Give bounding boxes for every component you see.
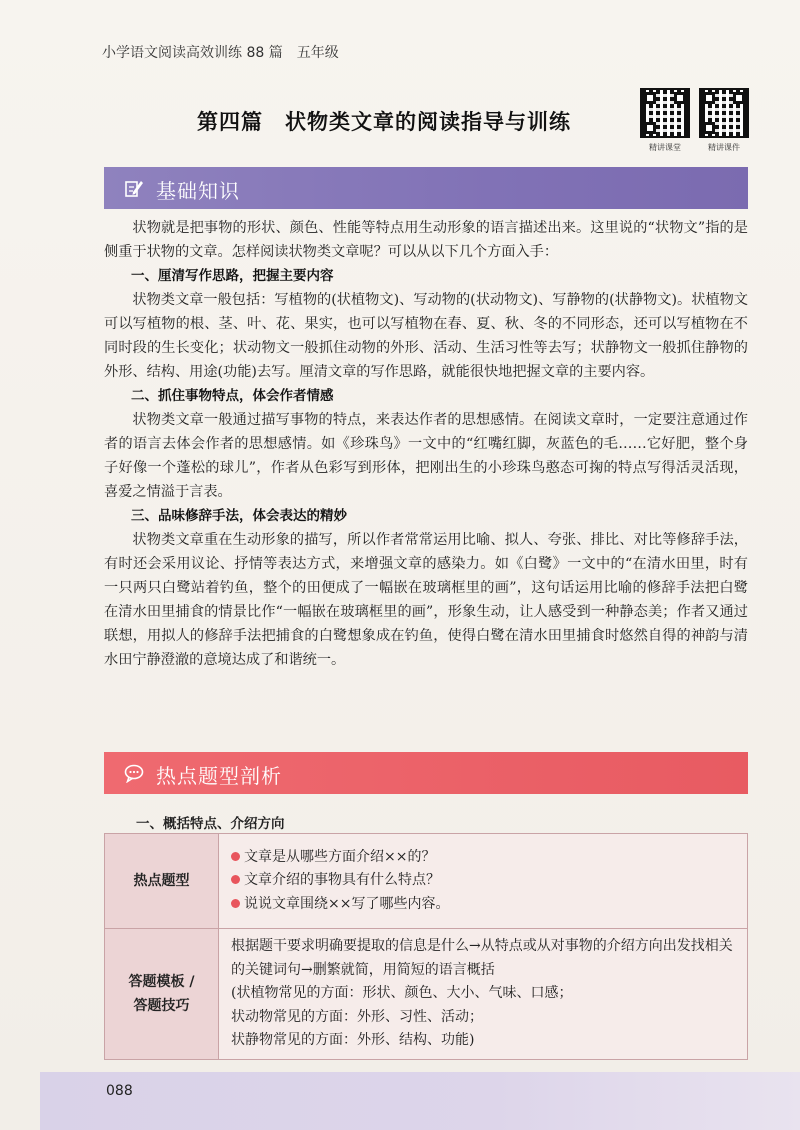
- qr-caption-lesson: 精讲课堂: [649, 143, 681, 152]
- basic-knowledge-body: [104, 216, 748, 672]
- point-text-2: 状物类文章一般通过描写事物的特点，来表达作者的思想感情。在阅读文章时，一定要注意通过作者的语言去体会作者的思想感情。如《珍珠鸟》一文中的“红嘴红脚，灰蓝色的毛……它好肥，整个身子好像一个蓬松的球儿”，作者从色彩写到形体，把刚出生的小珍珠鸟憨态可掬的特点写得活灵活现，喜爱之情溢于言表。: [104, 412, 748, 500]
- point-text-3: 状物类文章重在生动形象的描写，所以作者常常运用比喻、拟人、夸张、排比、对比等修辞手法，有时还会采用议论、抒情等表达方式，来增强文章的感染力。如《白鹭》一文中的“在清水田里，时有一只两只白鹭站着钓鱼，整个的田便成了一幅嵌在玻璃框里的画”，这句话运用比喻的修辞手法把白鹭在清水田里捕食的情景比作“一幅嵌在玻璃框里的画”，形象生动，让人感受到一种静态美；作者又通过联想，用拟人的修辞手法把捕食的白鹭想象成在钓鱼，使得白鹭在清水田里捕食时悠然自得的神韵与清水田宁静澄澈的意境达成了和谐统一。: [104, 532, 748, 668]
- page-number: 088: [106, 1083, 133, 1099]
- point-heading-2: 二、抓住事物特点，体会作者情感: [131, 388, 334, 404]
- list-item: 说说文章围绕××写了哪些内容。: [231, 893, 737, 917]
- pencil-note-icon: [124, 178, 144, 198]
- list-item: 状动物常见的方面：外形、习性、活动；: [231, 1008, 483, 1025]
- table-row: [105, 834, 748, 929]
- answer-template-table: [104, 833, 748, 1060]
- list-item: 根据题干要求明确要提取的信息是什么→从特点或从对事物的介绍方向出发找相关的关键词句→删繁就简，用简短的语言概括: [231, 938, 733, 978]
- red-bullet-icon: [231, 875, 240, 884]
- point-heading-3: 三、品味修辞手法，体会表达的精妙: [131, 508, 347, 524]
- qr-caption-slides: 精讲课件: [708, 143, 740, 152]
- red-bullet-icon: [231, 899, 240, 908]
- point-heading-1: 一、厘清写作思路，把握主要内容: [131, 268, 334, 284]
- section-banner-basic: [104, 167, 748, 209]
- point-text-1: 状物类文章一般包括：写植物的(状植物文)、写动物的(状动物文)、写静物的(状静物文)。状植物文可以写植物的根、茎、叶、花、果实，也可以写植物在春、夏、秋、冬的不同形态，还可以写植物在不同时段的生长变化；状动物文一般抓住动物的外形、活动、生活习性等去写；状静物文一般抓住静物的外形、结构、用途(功能)去写。厘清文章的写作思路，就能很快地把握文章的主要内容。: [104, 292, 748, 380]
- qr-code-slides[interactable]: [699, 88, 749, 138]
- hot-subheading: 一、概括特点、介绍方向: [136, 816, 285, 832]
- list-item: 文章介绍的事物具有什么特点？: [231, 869, 737, 893]
- table-row-content: [219, 834, 748, 929]
- list-item: 文章是从哪些方面介绍××的？: [231, 846, 737, 870]
- list-item: 状静物常见的方面：外形、结构、功能): [231, 1032, 475, 1049]
- chapter-title: 第四篇 状物类文章的阅读指导与训练: [197, 110, 571, 134]
- section-title-basic: 基础知识: [156, 179, 240, 203]
- intro-paragraph: 状物就是把事物的形状、颜色、性能等特点用生动形象的语言描述出来。这里说的“状物文”指的是侧重于状物的文章。怎样阅读状物类文章呢？可以从以下几个方面入手：: [104, 220, 748, 260]
- section-title-hot: 热点题型剖析: [156, 764, 282, 788]
- running-head: 小学语文阅读高效训练 88 篇 五年级: [102, 45, 339, 61]
- qr-code-lesson[interactable]: [640, 88, 690, 138]
- table-row-head: 答题模板 / 答题技巧: [105, 929, 219, 1060]
- footer-band: [40, 1072, 800, 1130]
- list-item: (状植物常见的方面：形状、颜色、大小、气味、口感；: [231, 985, 573, 1002]
- red-bullet-icon: [231, 852, 240, 861]
- table-row: [105, 929, 748, 1060]
- speech-bubble-icon: [124, 763, 144, 783]
- section-banner-hot: [104, 752, 748, 794]
- table-row-head: 热点题型: [105, 834, 219, 929]
- table-row-content: [219, 929, 748, 1060]
